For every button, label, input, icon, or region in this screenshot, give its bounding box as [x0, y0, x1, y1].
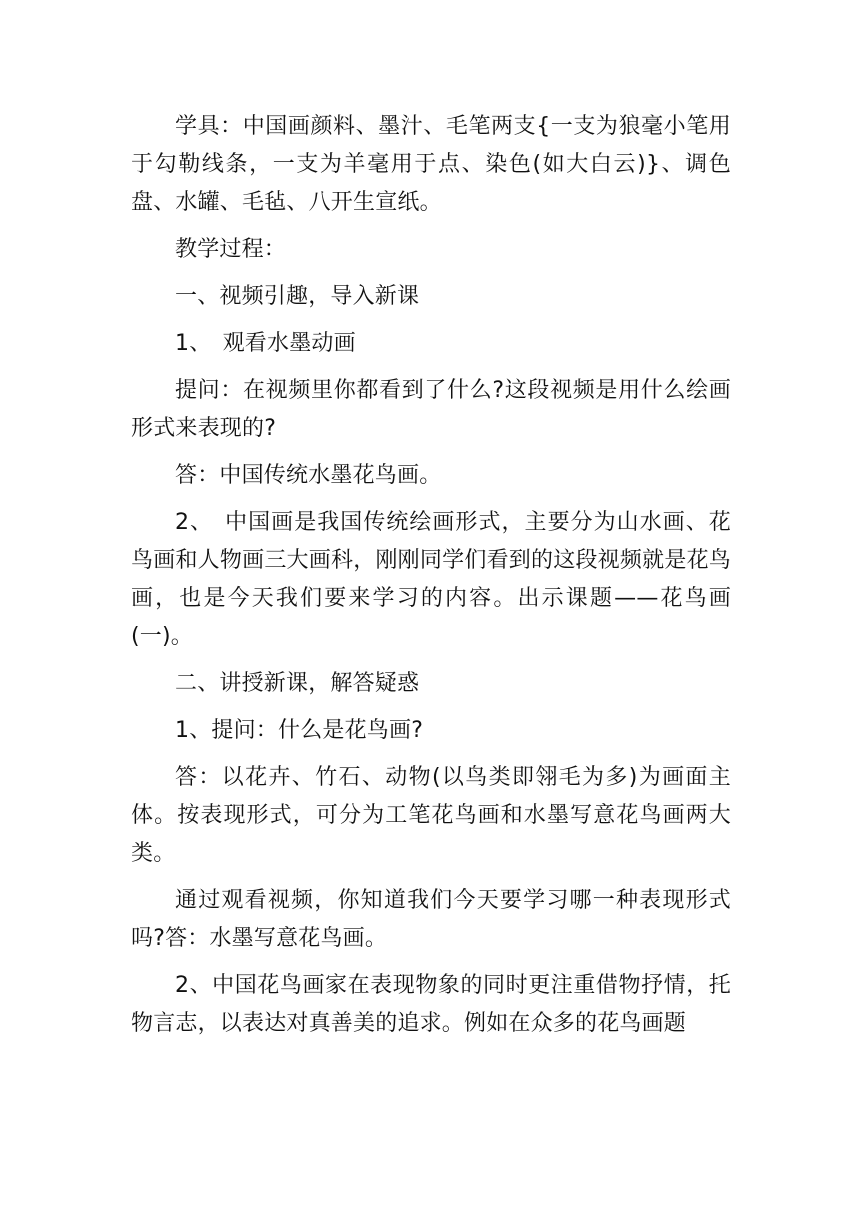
- paragraph-chinese-painting-intro: 2、 中国画是我国传统绘画形式，主要分为山水画、花鸟画和人物画三大画科，刚刚同学们看到的这段视频就是花鸟画，也是今天我们要来学习的内容。出示课题——花鸟画(一)。: [131, 510, 731, 649]
- paragraph-painter-intent: 2、中国花鸟画家在表现物象的同时更注重借物抒情，托物言志，以表达对真善美的追求。例如在众多的花鸟画题: [131, 973, 731, 1036]
- paragraph-item-watch-animation: 1、 观看水墨动画: [175, 331, 356, 356]
- paragraph-section-two-heading: 二、讲授新课，解答疑惑: [175, 671, 420, 696]
- paragraph-question-form: 通过观看视频，你知道我们今天要学习哪一种表现形式吗?答：水墨写意花鸟画。: [131, 888, 731, 951]
- paragraph-materials: 学具：中国画颜料、墨汁、毛笔两支{一支为狼毫小笔用于勾勒线条，一支为羊毫用于点、染色(如大白云)}、调色盘、水罐、毛毡、八开生宣纸。: [131, 114, 731, 215]
- paragraph-section-one-heading: 一、视频引趣，导入新课: [175, 284, 420, 309]
- document-body: [131, 108, 731, 1052]
- paragraph-answer-definition: 答：以花卉、竹石、动物(以鸟类即翎毛为多)为画面主体。按表现形式，可分为工笔花鸟画和水墨写意花鸟画两大类。: [131, 765, 731, 866]
- paragraph-answer-video: 答：中国传统水墨花鸟画。: [175, 463, 442, 488]
- paragraph-question-video: 提问：在视频里你都看到了什么?这段视频是用什么绘画形式来表现的?: [131, 378, 731, 441]
- paragraph-teaching-process-heading: 教学过程：: [175, 237, 287, 262]
- paragraph-question-definition: 1、提问：什么是花鸟画?: [175, 718, 424, 743]
